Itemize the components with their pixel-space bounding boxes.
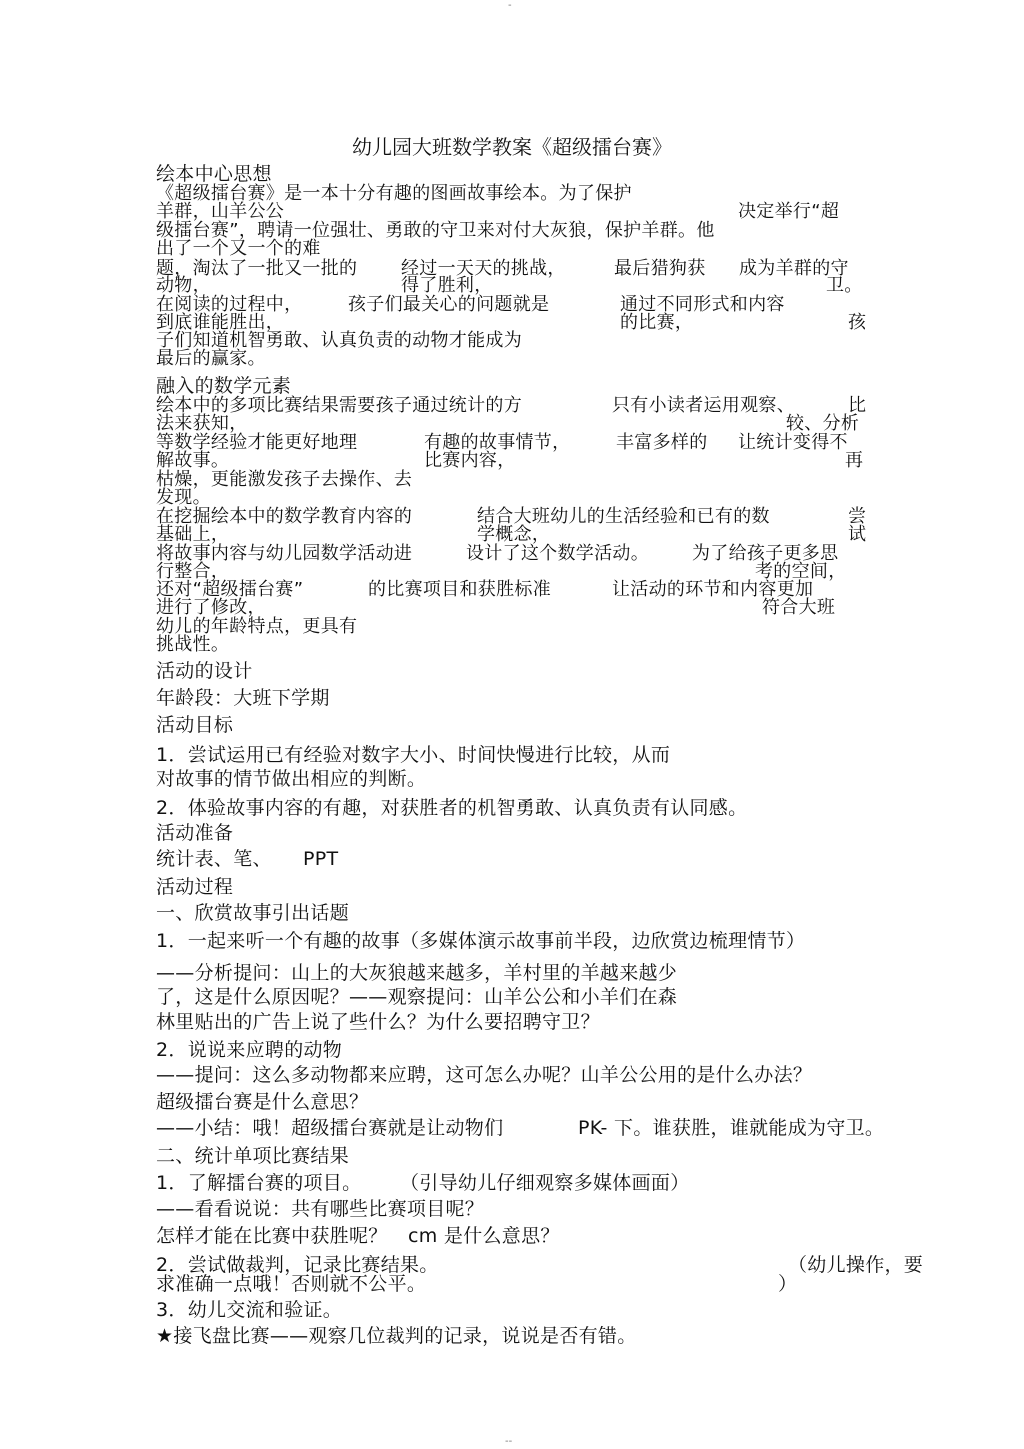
theme-text: 题，淘汰了一批又一批的 <box>156 258 358 279</box>
part-1-heading: 一、欣赏故事引出话题 <box>156 902 350 924</box>
part-2-step: 1．了解擂台赛的项目。 <box>156 1172 362 1194</box>
part-1-step: PK- 下。谁获胜，谁就能成为守卫。 <box>578 1117 885 1139</box>
math-text: 丰富多样的 <box>616 432 708 453</box>
math-text: 考的空间， <box>755 561 847 582</box>
page-title: 幼儿园大班数学教案《超级擂台赛》 <box>352 135 672 159</box>
math-text: 的比赛项目和获胜标准 <box>368 579 551 600</box>
part-1-step: 1．一起来听一个有趣的故事（多媒体演示故事前半段，边欣赏边梳理情节） <box>156 930 806 952</box>
part-1-step: 2．说说来应聘的动物 <box>156 1039 343 1061</box>
math-text: 进行了修改， <box>156 597 266 618</box>
theme-text: 级擂台赛”，聘请一位强壮、勇敢的守卫来对付大灰狼，保护羊群。他 <box>156 220 715 241</box>
math-text: 比赛内容， <box>424 450 516 471</box>
math-text: 在挖掘绘本中的数学教育内容的 <box>156 506 413 527</box>
goal-1-cont: 对故事的情节做出相应的判断。 <box>156 768 427 790</box>
theme-text: 成为羊群的守 <box>739 258 849 279</box>
part-2-step: ——看看说说：共有哪些比赛项目呢？ <box>156 1198 485 1220</box>
theme-text: 最后猎狗获 <box>614 258 706 279</box>
part-2-step: 3．幼儿交流和验证。 <box>156 1299 343 1321</box>
theme-text: 通过不同形式和内容 <box>620 294 785 315</box>
math-text: 让统计变得不 <box>738 432 848 453</box>
theme-text: 得了胜利， <box>401 275 493 296</box>
section-heading-prep: 活动准备 <box>156 822 234 844</box>
theme-text: 在阅读的过程中， <box>156 294 303 315</box>
math-text: 较、分析 <box>786 413 860 434</box>
theme-text: 决定举行“超 <box>738 201 840 222</box>
section-heading-goals: 活动目标 <box>156 714 234 736</box>
math-text: 尝 <box>848 506 867 527</box>
part-2-heading: 二、统计单项比赛结果 <box>156 1145 350 1167</box>
age-line: 年龄段：大班下学期 <box>156 687 330 709</box>
math-text: 有趣的故事情节， <box>424 432 571 453</box>
math-text: 学概念， <box>477 524 551 545</box>
math-text: 发现。 <box>156 487 211 508</box>
bottom-page-mark: -- <box>505 1436 513 1447</box>
theme-text: 羊群，山羊公公 <box>156 201 285 222</box>
part-2-step: （引导幼儿仔细观察多媒体画面） <box>400 1172 690 1194</box>
math-text: 再 <box>845 450 864 471</box>
part-2-step: 怎样才能在比赛中获胜呢？ <box>156 1225 388 1247</box>
math-text: 比 <box>848 395 867 416</box>
part-2-step: ） <box>778 1273 798 1295</box>
top-page-mark: - <box>508 0 512 11</box>
section-heading-process: 活动过程 <box>156 876 234 898</box>
math-text: 将故事内容与幼儿园数学活动进 <box>156 543 413 564</box>
theme-text: 孩 <box>848 312 867 333</box>
goal-2: 2．体验故事内容的有趣，对获胜者的机智勇敢、认真负责有认同感。 <box>156 797 748 819</box>
theme-text: 《超级擂台赛》是一本十分有趣的图画故事绘本。为了保护 <box>156 183 632 204</box>
part-2-step: 2．尝试做裁判，记录比赛结果。 <box>156 1254 439 1276</box>
section-heading-theme: 绘本中心思想 <box>156 163 272 185</box>
theme-text: 卫。 <box>826 275 863 296</box>
math-text: 法来获知， <box>156 413 248 434</box>
part-2-step: cm 是什么意思？ <box>408 1225 560 1247</box>
math-text: 结合大班幼儿的生活经验和已有的数 <box>477 506 770 527</box>
math-text: 只有小读者运用观察、 <box>612 395 795 416</box>
math-text: 挑战性。 <box>156 634 230 655</box>
theme-text: 的比赛， <box>620 312 694 333</box>
part-1-step: ——小结：哦！超级擂台赛就是让动物们 <box>156 1117 504 1139</box>
part-1-step: ——分析提问：山上的大灰狼越来越多，羊村里的羊越来越少 <box>156 962 678 984</box>
part-2-step: （幼儿操作，要 <box>788 1254 924 1276</box>
theme-text: 最后的赢家。 <box>156 348 266 369</box>
part-1-step: ——提问：这么多动物都来应聘，这可怎么办呢？山羊公公用的是什么办法？ <box>156 1064 813 1086</box>
goal-1: 1．尝试运用已有经验对数字大小、时间快慢进行比较，从而 <box>156 744 671 766</box>
prep-items: 统计表、笔、 <box>156 848 272 870</box>
math-text: 等数学经验才能更好地理 <box>156 432 358 453</box>
theme-text: 子们知道机智勇敢、认真负责的动物才能成为 <box>156 330 522 351</box>
math-text: 还对“超级擂台赛” <box>156 579 304 600</box>
theme-text: 孩子们最关心的问题就是 <box>348 294 550 315</box>
section-heading-math: 融入的数学元素 <box>156 375 292 397</box>
theme-text: 经过一天天的挑战， <box>401 258 566 279</box>
part-1-step: 超级擂台赛是什么意思？ <box>156 1091 369 1113</box>
theme-text: 动物， <box>156 275 211 296</box>
math-text: 解故事。 <box>156 450 230 471</box>
math-text: 让活动的环节和内容更加 <box>612 579 814 600</box>
part-2-step: 求准确一点哦！否则就不公平。 <box>156 1273 427 1295</box>
math-text: 基础上， <box>156 524 230 545</box>
theme-text: 出了一个又一个的难 <box>156 238 321 259</box>
math-text: 试 <box>848 524 867 545</box>
part-1-step: 林里贴出的广告上说了些什么？为什么要招聘守卫？ <box>156 1011 600 1033</box>
math-text: 符合大班 <box>762 597 836 618</box>
math-text: 幼儿的年龄特点，更具有 <box>156 616 358 637</box>
section-heading-design: 活动的设计 <box>156 660 253 682</box>
math-text: 行整合， <box>156 561 230 582</box>
math-text: 枯燥，更能激发孩子去操作、去 <box>156 469 413 490</box>
math-text: 绘本中的多项比赛结果需要孩子通过统计的方 <box>156 395 522 416</box>
part-1-step: 了，这是什么原因呢？——观察提问：山羊公公和小羊们在森 <box>156 986 678 1008</box>
theme-text: 到底谁能胜出， <box>156 312 285 333</box>
math-text: 设计了这个数学活动。 <box>466 543 649 564</box>
math-text: 为了给孩子更多思 <box>692 543 839 564</box>
part-2-step: ★接飞盘比赛——观察几位裁判的记录，说说是否有错。 <box>156 1325 637 1347</box>
prep-ppt: PPT <box>303 848 339 870</box>
